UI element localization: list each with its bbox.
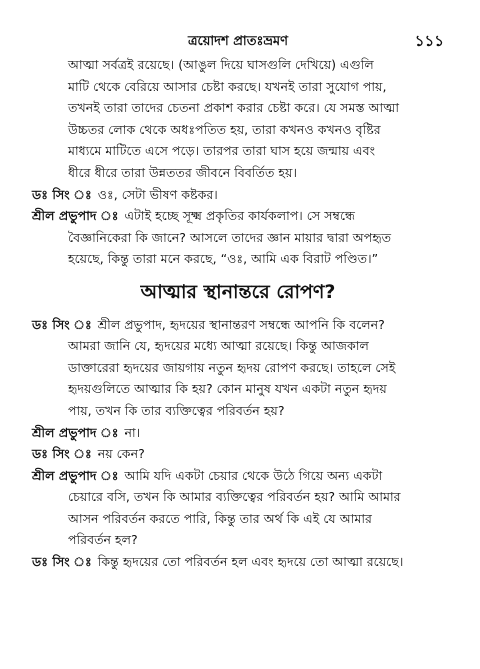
dialogue-entry: [32, 205, 444, 270]
text-line: আমরা জানি যে, হৃদয়ের মধ্যে আত্মা রয়েছে। কিন্তু আজকাল: [68, 338, 369, 354]
speaker-name: ডঃ সিং ঃ: [32, 446, 92, 462]
text-line: চেয়ারে বসি, তখন কি আমার ব্যক্তিত্বের পরিবর্তন হয়? আমি আমার: [68, 489, 401, 505]
page-number: ১১১: [414, 32, 444, 50]
running-title: ত্রয়োদশ প্রাতঃভ্রমণ: [187, 34, 289, 49]
dialogue-text: শ্রীল প্রভুপাদ, হৃদয়ের স্থানান্তরণ সম্বন্ধে আপনি কি বলেন?: [97, 316, 385, 332]
text-line: বৈজ্ঞানিকেরা কি জানে? আসলে তাদের জ্ঞান মায়ার দ্বারা অপহৃত: [68, 229, 392, 245]
speaker-name: ডঃ সিং ঃ: [32, 186, 92, 202]
dialogue-text: নয় কেন?: [97, 446, 145, 462]
text-line: [32, 551, 444, 573]
text-line: [32, 205, 444, 227]
dialogue-entry: [32, 465, 444, 551]
paragraph: [32, 54, 444, 184]
dialogue-text: ওঃ, সেটা ভীষণ কষ্টকর।: [97, 186, 218, 202]
dialogue-text: আমি যদি একটা চেয়ার থেকে উঠে গিয়ে অন্য একটা: [124, 467, 383, 483]
text-line: [32, 422, 444, 444]
speaker-name: ডঃ সিং ঃ: [32, 554, 92, 570]
text-line: পরিবর্তন হল?: [68, 532, 138, 548]
page-header: [32, 28, 444, 54]
section-heading: আত্মার স্থানান্তরে রোপণ?: [140, 280, 336, 303]
page-body: [32, 54, 444, 573]
text-line: ডাক্তারেরা হৃদয়ের জায়গায় নতুন হৃদয় রোপণ করছে। তাহলে সেই: [68, 359, 396, 375]
text-line: [32, 465, 444, 487]
text-line: আত্মা সর্বত্রই রয়েছে। (আঙুল দিয়ে ঘাসগুলি দেখিয়ে) এগুলি: [68, 57, 374, 72]
text-line: [32, 184, 444, 206]
text-line: ধীরে ধীরে তারা উন্নততর জীবনে বিবর্তিত হয়।: [68, 164, 297, 180]
text-line: মাটি থেকে বেরিয়ে আসার চেষ্টা করছে। যখনই তারা সুযোগ পায়,: [68, 78, 387, 94]
text-line: তখনই তারা তাদের চেতনা প্রকাশ করার চেষ্টা করে। যে সমস্ত আত্মা: [68, 100, 399, 116]
speaker-name: শ্রীল প্রভুপাদ ঃ: [32, 467, 119, 483]
text-line: আসন পরিবর্তন করতে পারি, কিন্তু তার অর্থ কি এই যে আমার: [68, 510, 372, 526]
speaker-name: শ্রীল প্রভুপাদ ঃ: [32, 424, 119, 440]
text-line: হয়েছে, কিন্তু তারা মনে করছে, “ওঃ, আমি এক বিরাট পণ্ডিত।”: [68, 251, 379, 267]
text-line: [32, 443, 444, 465]
dialogue-entry: [32, 184, 444, 206]
dialogue-entry: [32, 443, 444, 465]
dialogue-text: না।: [124, 424, 141, 440]
dialogue-entry: [32, 551, 444, 573]
dialogue-entry: [32, 314, 444, 422]
speaker-name: ডঃ সিং ঃ: [32, 316, 92, 332]
dialogue-text: কিন্তু হৃদয়ের তো পরিবর্তন হল এবং হৃদয়ে তো আত্মা রয়েছে।: [97, 554, 404, 570]
dialogue-text: এটাই হচ্ছে সূক্ষ্ম প্রকৃতির কার্যকলাপ। সে সম্বন্ধে: [124, 208, 355, 224]
speaker-name: শ্রীল প্রভুপাদ ঃ: [32, 208, 119, 224]
text-line: হৃদয়গুলিতে আত্মার কি হয়? কোন মানুষ যখন একটা নতুন হৃদয়: [68, 381, 387, 397]
text-line: মাধ্যমে মাটিতে এসে পড়ে। তারপর তারা ঘাস হয়ে জন্মায় এবং: [68, 143, 376, 159]
dialogue-entry: [32, 422, 444, 444]
text-line: পায়, তখন কি তার ব্যক্তিত্বের পরিবর্তন হয়?: [68, 402, 285, 418]
text-line: উচ্চতর লোক থেকে অধঃপতিত হয়, তারা কখনও কখনও বৃষ্টির: [68, 121, 381, 137]
text-line: [32, 314, 444, 336]
